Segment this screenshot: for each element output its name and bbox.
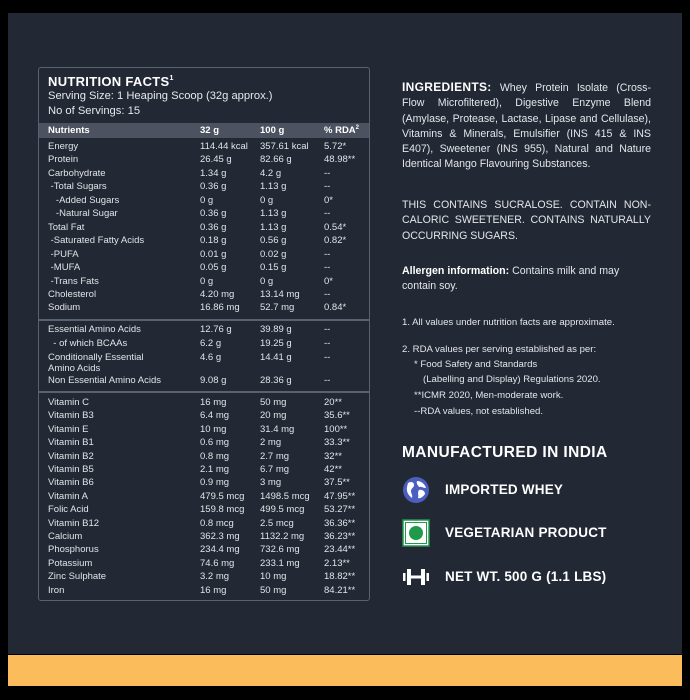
per-100g-value: 0 g	[260, 194, 274, 206]
nutrient-name: Energy	[48, 141, 79, 152]
nutrient-name: Folic Acid	[48, 504, 89, 516]
rda-value: 18.82**	[324, 571, 356, 583]
per-serving-value: 114.44 kcal	[200, 141, 248, 152]
per-serving-value: 0.8 mcg	[200, 517, 234, 529]
table-row	[39, 571, 369, 584]
nutrition-title-text: NUTRITION FACTS	[48, 74, 170, 89]
rda-value: 36.36**	[324, 517, 356, 529]
per-100g-value: 20 mg	[260, 410, 287, 422]
table-row	[39, 249, 369, 262]
table-row	[39, 195, 369, 208]
nutrient-name: Sodium	[48, 302, 81, 314]
nutrient-name: Vitamin B5	[48, 464, 94, 475]
feature-net-weight	[402, 563, 672, 591]
rda-value: 23.44**	[324, 544, 356, 556]
table-row	[39, 464, 369, 477]
per-serving-value: 234.4 mg	[200, 544, 240, 556]
per-100g-value: 3 mg	[260, 477, 282, 489]
rda-value: 2.13**	[324, 557, 350, 569]
per-serving-value: 16 mg	[200, 584, 227, 596]
table-row	[39, 558, 369, 571]
sweetener-warning: THIS CONTAINS SUCRALOSE. CONTAIN NON-CALORIC SWEETENER. CONTAINS NATURALLY OCCURRING SUGARS.	[402, 199, 651, 242]
table-row	[39, 531, 369, 544]
per-serving-value: 362.3 mg	[200, 531, 240, 542]
rda-value: --	[324, 288, 331, 300]
note-2-not-established: --RDA values, not established.	[414, 406, 544, 417]
per-serving-value: 6.4 mg	[200, 410, 230, 422]
per-100g-value: 39.89 g	[260, 324, 292, 335]
per-100g-value: 6.7 mg	[260, 464, 290, 475]
table-row	[39, 181, 369, 194]
feature-label: IMPORTED WHEY	[445, 482, 564, 497]
table-row	[39, 518, 369, 531]
per-100g-value: 732.6 mg	[260, 544, 300, 556]
per-100g-value: 19.25 g	[260, 337, 292, 349]
table-row	[39, 208, 369, 221]
nutrient-name: Zinc Sulphate	[48, 571, 107, 583]
rda-value: --	[324, 324, 331, 335]
per-100g-value: 10 mg	[260, 571, 287, 583]
note-2-regulations: (Labelling and Display) Regulations 2020.	[423, 374, 601, 385]
nutrient-name: -MUFA	[48, 262, 81, 274]
rda-value: --	[324, 375, 331, 387]
table-row	[39, 585, 369, 598]
table-row	[39, 451, 369, 464]
header-nutrients: Nutrients	[48, 125, 90, 136]
rda-value: 37.5**	[324, 477, 350, 489]
per-100g-value: 499.5 mcg	[260, 504, 305, 516]
table-row	[39, 289, 369, 302]
per-100g-value: 82.66 g	[260, 154, 292, 166]
table-row	[39, 302, 369, 315]
per-serving-value: 26.45 g	[200, 154, 232, 166]
feature-vegetarian	[402, 519, 672, 547]
rda-value: --	[324, 248, 331, 260]
serving-size: Serving Size: 1 Heaping Scoop (32g approx.)	[48, 90, 273, 102]
per-100g-value: 13.14 mg	[260, 288, 300, 300]
nutrient-name: Vitamin A	[48, 490, 88, 502]
nutrient-name: Vitamin E	[48, 423, 89, 435]
per-100g-value: 1.13 g	[260, 221, 287, 233]
per-serving-value: 74.6 mg	[200, 557, 235, 569]
nutrient-name: Total Fat	[48, 221, 85, 233]
per-100g-value: 0.02 g	[260, 248, 287, 260]
per-serving-value: 0.9 mg	[200, 477, 230, 489]
nutrient-name: Phosphorus	[48, 544, 99, 556]
table-row	[39, 235, 369, 248]
rda-value: 100**	[324, 423, 348, 435]
per-100g-value: 1.13 g	[260, 181, 287, 193]
rda-value: --	[324, 337, 331, 349]
header-per-100g: 100 g	[260, 125, 285, 136]
nutrient-name: Vitamin B12	[48, 517, 100, 529]
per-serving-value: 16 mg	[200, 397, 227, 408]
allergen-text: Contains milk and may contain soy.	[402, 265, 620, 293]
table-row	[39, 324, 369, 337]
per-serving-value: 479.5 mcg	[200, 490, 245, 502]
veg-mark-icon	[402, 519, 430, 547]
globe-icon	[402, 476, 430, 504]
nutrient-name: Vitamin B3	[48, 410, 94, 422]
nutrient-name: Vitamin B6	[48, 477, 94, 489]
table-row	[39, 477, 369, 490]
per-100g-value: 2.7 mg	[260, 450, 290, 462]
per-100g-value: 233.1 mg	[260, 557, 300, 569]
header-rda-text: % RDA	[324, 125, 356, 137]
rda-value: 36.23**	[324, 531, 356, 542]
per-serving-value: 0 g	[200, 275, 214, 287]
per-serving-value: 0.6 mg	[200, 437, 230, 449]
table-row	[39, 262, 369, 275]
nutrient-name: -Total Sugars	[48, 181, 107, 193]
per-serving-value: 4.6 g	[200, 351, 222, 363]
nutrient-name: -Added Sugars	[48, 194, 120, 206]
nutrition-facts-title	[48, 74, 174, 89]
table-row	[39, 437, 369, 450]
rda-value: --	[324, 181, 331, 193]
per-serving-value: 2.1 mg	[200, 464, 230, 475]
manufactured-in-india: MANUFACTURED IN INDIA	[402, 444, 608, 461]
per-100g-value: 28.36 g	[260, 375, 292, 387]
table-divider	[39, 391, 369, 393]
per-serving-value: 9.08 g	[200, 375, 227, 387]
nutrient-name: Cholesterol	[48, 288, 97, 300]
rda-value: 0.82*	[324, 235, 347, 247]
nutrient-name: Essential Amino Acids	[48, 324, 141, 335]
table-row	[39, 504, 369, 517]
nutrient-name: - of which BCAAs	[48, 337, 128, 349]
feature-label: VEGETARIAN PRODUCT	[445, 525, 607, 540]
per-100g-value: 4.2 g	[260, 167, 282, 179]
per-100g-value: 0.56 g	[260, 235, 287, 247]
nutrient-name: Non Essential Amino Acids	[48, 375, 162, 387]
note-2: 2. RDA values per serving established as per:	[402, 344, 597, 355]
rda-value: 32**	[324, 450, 342, 462]
rda-value: 84.21**	[324, 584, 356, 596]
feature-label: NET WT. 500 G (1.1 LBS)	[445, 569, 607, 584]
rda-value: 0*	[324, 275, 333, 287]
rda-value: 53.27**	[324, 504, 356, 516]
nutrient-name: Protein	[48, 154, 79, 166]
per-100g-value: 50 mg	[260, 584, 287, 596]
note-1: 1. All values under nutrition facts are approximate.	[402, 317, 615, 328]
per-100g-value: 0.15 g	[260, 262, 287, 274]
per-serving-value: 0.05 g	[200, 262, 227, 274]
per-100g-value: 1132.2 mg	[260, 531, 305, 542]
table-row	[39, 168, 369, 181]
header-rda	[324, 125, 359, 136]
per-100g-value: 52.7 mg	[260, 302, 295, 314]
table-divider	[39, 319, 369, 321]
per-serving-value: 6.2 g	[200, 337, 222, 349]
per-serving-value: 10 mg	[200, 423, 227, 435]
per-serving-value: 0.8 mg	[200, 450, 230, 462]
nutrient-name: -PUFA	[48, 248, 79, 260]
nutrition-facts-table	[38, 67, 370, 601]
table-row	[39, 338, 369, 351]
nutrient-name: -Natural Sugar	[48, 208, 118, 220]
nutrient-name: -Trans Fats	[48, 275, 99, 287]
per-serving-value: 159.8 mcg	[200, 504, 245, 516]
rda-value: 33.3**	[324, 437, 350, 449]
per-100g-value: 14.41 g	[260, 351, 292, 363]
accent-band	[8, 655, 682, 686]
per-100g-value: 31.4 mg	[260, 423, 295, 435]
per-100g-value: 1498.5 mcg	[260, 490, 310, 502]
rda-value: 20**	[324, 397, 342, 408]
table-row	[39, 375, 369, 388]
rda-value: 47.95**	[324, 490, 356, 502]
per-serving-value: 0 g	[200, 194, 214, 206]
per-100g-value: 50 mg	[260, 397, 287, 408]
per-serving-value: 0.36 g	[200, 221, 227, 233]
table-row	[39, 276, 369, 289]
feature-imported-whey	[402, 476, 672, 504]
rda-value: --	[324, 167, 331, 179]
nutrient-name: Vitamin B2	[48, 450, 94, 462]
rda-value: --	[324, 262, 331, 274]
per-100g-value: 357.61 kcal	[260, 141, 309, 152]
per-serving-value: 0.01 g	[200, 248, 227, 260]
rda-value: 0*	[324, 194, 333, 206]
table-row	[39, 544, 369, 557]
table-header	[39, 123, 369, 138]
per-100g-value: 2.5 mcg	[260, 517, 294, 529]
nutrient-name-cont: Amino Acids	[48, 362, 101, 374]
per-serving-value: 0.18 g	[200, 235, 227, 247]
nutrient-name: -Saturated Fatty Acids	[48, 235, 145, 247]
rda-value: 0.84*	[324, 302, 347, 314]
note-2-icmr: **ICMR 2020, Men-moderate work.	[414, 390, 564, 401]
rda-value: 5.72*	[324, 141, 347, 152]
table-row	[39, 410, 369, 423]
rda-value: 0.54*	[324, 221, 347, 233]
title-footnote: 1	[169, 75, 174, 82]
ingredients-label: INGREDIENTS:	[402, 80, 492, 94]
rda-value: --	[324, 208, 331, 220]
table-row	[39, 397, 369, 410]
rda-value: 48.98**	[324, 154, 356, 166]
per-100g-value: 1.13 g	[260, 208, 287, 220]
nutrient-name: Vitamin B1	[48, 437, 94, 449]
nutrient-name: Calcium	[48, 531, 83, 542]
table-row	[39, 424, 369, 437]
nutrient-name: Conditionally Essential	[48, 351, 144, 363]
table-row	[39, 141, 369, 154]
nutrient-name: Iron	[48, 584, 65, 596]
per-serving-value: 16.86 mg	[200, 302, 240, 314]
rda-value: 42**	[324, 464, 342, 475]
allergen-block	[402, 264, 651, 295]
per-serving-value: 1.34 g	[200, 167, 227, 179]
table-row	[39, 154, 369, 167]
per-serving-value: 12.76 g	[200, 324, 232, 335]
table-row	[39, 351, 369, 374]
per-serving-value: 4.20 mg	[200, 288, 235, 300]
nutrient-name: Carbohydrate	[48, 167, 106, 179]
per-serving-value: 0.36 g	[200, 208, 227, 220]
table-row	[39, 222, 369, 235]
dumbbell-icon	[402, 563, 430, 591]
note-2-fssai: * Food Safety and Standards	[414, 359, 538, 370]
servings-count: No of Servings: 15	[48, 105, 141, 117]
per-serving-value: 3.2 mg	[200, 571, 230, 583]
per-serving-value: 0.36 g	[200, 181, 227, 193]
nutrient-name: Potassium	[48, 557, 93, 569]
per-100g-value: 0 g	[260, 275, 274, 287]
ingredients-block	[402, 80, 651, 173]
header-per-serving: 32 g	[200, 125, 220, 136]
nutrient-name: Vitamin C	[48, 397, 90, 408]
allergen-label: Allergen information:	[402, 265, 510, 277]
rda-footnote: 2	[355, 125, 360, 131]
per-100g-value: 2 mg	[260, 437, 282, 449]
rda-value: 35.6**	[324, 410, 350, 422]
rda-value: --	[324, 351, 331, 363]
ingredients-text: Whey Protein Isolate (Cross-Flow Microfiltered), Digestive Enzyme Blend (Amylase, Protease, Lactase, Lipase and Cellulase), Vitamins & Minerals, Emulsifier (INS 415 & INS E407), Sweetener (INS 955), Natural and Nature Identical Mango Flavouring Substances.	[402, 82, 651, 171]
table-row	[39, 491, 369, 504]
